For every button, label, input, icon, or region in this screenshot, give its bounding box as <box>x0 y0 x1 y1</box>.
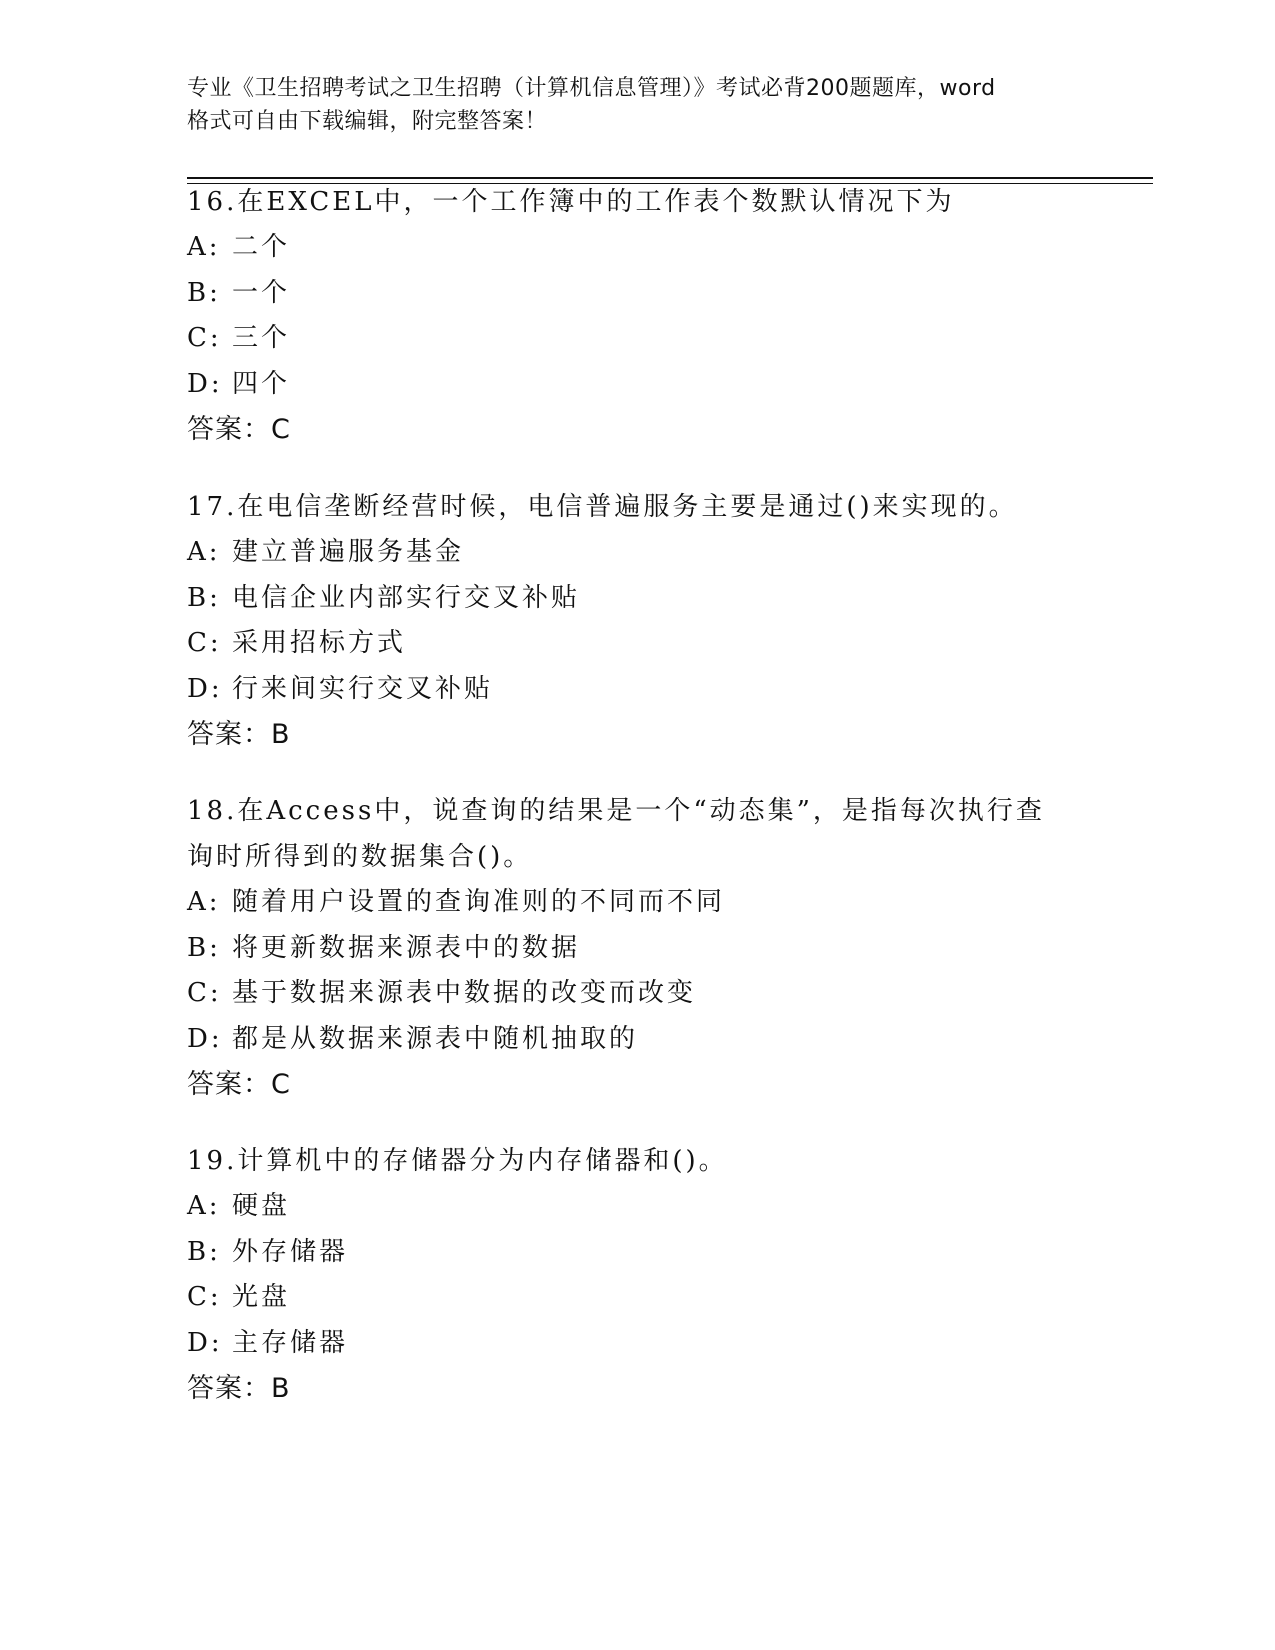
option-key: D: <box>187 1327 223 1358</box>
option-text: 光盘 <box>232 1282 291 1312</box>
option-a <box>187 225 1087 271</box>
option-text: 四个 <box>232 368 291 399</box>
header-line-1: 专业《卫生招聘考试之卫生招聘（计算机信息管理）》考试必背200题题库，word <box>187 76 996 101</box>
header-line-2: 格式可自由下载编辑，附完整答案！ <box>187 109 548 134</box>
question-18 <box>187 788 1087 1108</box>
option-text: 采用招标方式 <box>232 628 407 658</box>
question-stem-line-2: 询时所得到的数据集合()。 <box>187 842 533 872</box>
option-key: D: <box>187 368 223 399</box>
option-c <box>187 971 1087 1017</box>
option-key: B: <box>187 1236 221 1267</box>
option-key: B: <box>187 932 221 963</box>
answer-line: 答案：B <box>187 1373 291 1404</box>
option-text: 将更新数据来源表中的数据 <box>232 932 581 963</box>
option-a <box>187 1184 1087 1230</box>
answer-line: 答案：B <box>187 719 291 750</box>
option-b <box>187 576 1087 622</box>
option-text: 硬盘 <box>232 1191 291 1221</box>
option-key: A: <box>187 232 221 262</box>
option-text: 外存储器 <box>232 1236 349 1267</box>
option-key: C: <box>187 628 222 658</box>
option-b <box>187 926 1087 972</box>
question-stem: 19.计算机中的存储器分为内存储器和()。 <box>187 1146 728 1176</box>
option-key: A: <box>187 1191 221 1221</box>
option-c <box>187 621 1087 667</box>
option-text: 三个 <box>232 323 291 353</box>
option-text: 行来间实行交叉补贴 <box>232 673 494 704</box>
option-a <box>187 530 1087 576</box>
question-stem-line-1: 18.在Access中，说查询的结果是一个“动态集”，是指每次执行查 <box>187 796 1045 826</box>
option-key: D: <box>187 673 223 704</box>
question-16 <box>187 179 1087 453</box>
question-stem: 17.在电信垄断经营时候，电信普遍服务主要是通过()来实现的。 <box>187 492 1018 522</box>
option-b <box>187 271 1087 317</box>
option-b <box>187 1230 1087 1276</box>
option-d <box>187 1017 1087 1063</box>
option-d <box>187 362 1087 408</box>
option-c <box>187 1275 1087 1321</box>
option-key: C: <box>187 323 222 353</box>
question-17 <box>187 484 1087 758</box>
answer-line: 答案：C <box>187 414 291 445</box>
option-text: 基于数据来源表中数据的改变而改变 <box>232 978 697 1008</box>
option-key: C: <box>187 978 222 1008</box>
option-text: 随着用户设置的查询准则的不同而不同 <box>232 887 726 917</box>
question-stem: 16.在EXCEL中，一个工作簿中的工作表个数默认情况下为 <box>187 187 955 217</box>
option-text: 主存储器 <box>232 1327 349 1358</box>
question-19 <box>187 1138 1087 1412</box>
option-text: 电信企业内部实行交叉补贴 <box>232 582 581 613</box>
option-key: D: <box>187 1023 223 1054</box>
option-text: 都是从数据来源表中随机抽取的 <box>232 1023 639 1054</box>
option-key: A: <box>187 537 221 567</box>
option-text: 建立普遍服务基金 <box>232 537 465 567</box>
document-header <box>187 72 1087 138</box>
option-key: C: <box>187 1282 222 1312</box>
option-d <box>187 1321 1087 1367</box>
option-key: B: <box>187 277 221 308</box>
option-a <box>187 880 1087 926</box>
option-key: A: <box>187 887 221 917</box>
option-text: 一个 <box>232 277 291 308</box>
option-d <box>187 667 1087 713</box>
option-key: B: <box>187 582 221 613</box>
option-text: 二个 <box>232 232 291 262</box>
answer-line: 答案：C <box>187 1069 291 1100</box>
option-c <box>187 316 1087 362</box>
